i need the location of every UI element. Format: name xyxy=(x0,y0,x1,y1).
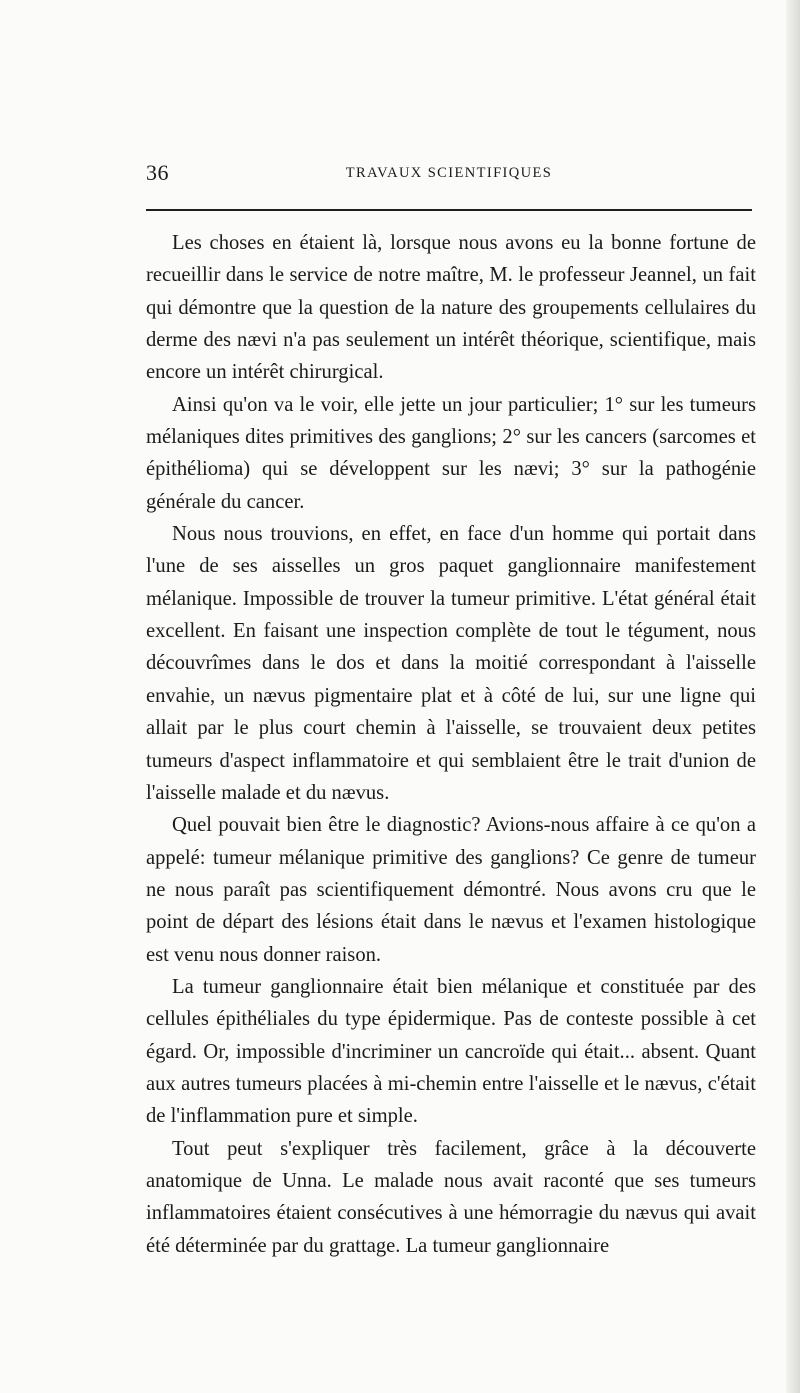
body-text xyxy=(146,227,756,1262)
page-header xyxy=(146,160,752,188)
paragraph-3: Nous nous trouvions, en effet, en face d'un homme qui portait dans l'une de ses aisselles un gros paquet ganglionnaire manifestement mélanique. Impossible de trouver la tumeur primitive. L'état général était excellent. En faisant une inspection complète de tout le tégument, nous découvrîmes dans le dos et dans la moitié correspondant à l'aisselle envahie, un nævus pigmentaire plat et à côté de lui, sur une ligne qui allait par le plus court chemin à l'aisselle, se trouvaient deux petites tumeurs d'aspect inflammatoire et qui semblaient être le trait d'union de l'aisselle malade et du nævus. xyxy=(146,523,756,804)
paragraph-1: Les choses en étaient là, lorsque nous avons eu la bonne fortune de recueillir dans le service de notre maître, M. le professeur Jeannel, un fait qui démontre que la question de la nature des groupements cellulaires du derme des nævi n'a pas seulement un intérêt théorique, scientifique, mais encore un intérêt chirurgical. xyxy=(146,232,756,384)
page-number: 36 xyxy=(146,160,169,185)
running-title: TRAVAUX SCIENTIFIQUES xyxy=(345,165,553,181)
paragraph-2: Ainsi qu'on va le voir, elle jette un jour particulier; 1° sur les tumeurs mélaniques dites primitives des ganglions; 2° sur les cancers (sarcomes et épithélioma) qui se développent sur les nævi; 3° sur la pathogénie générale du cancer. xyxy=(146,393,756,513)
page-edge-shadow xyxy=(786,0,800,1393)
paragraph-5: La tumeur ganglionnaire était bien mélanique et constituée par des cellules épithéliales du type épidermique. Pas de conteste possible à cet égard. Or, impossible d'incriminer un cancroïde qui était... absent. Quant aux autres tumeurs placées à mi-chemin entre l'aisselle et le nævus, c'était de l'inflammation pure et simple. xyxy=(146,975,756,1128)
paragraph-4: Quel pouvait bien être le diagnostic? Avions-nous affaire à ce qu'on a appelé: tumeur mélanique primitive des ganglions? Ce genre de tumeur ne nous paraît pas scientifiquement démontré. Nous avons cru que le point de départ des lésions était dans le nævus et l'examen histologique est venu nous donner raison. xyxy=(146,814,756,966)
paragraph-6: Tout peut s'expliquer très facilement, grâce à la découverte anatomique de Unna. Le malade nous avait raconté que ses tumeurs inflammatoires étaient consécutives à une hémorragie du nævus qui avait été déterminée par du grattage. La tumeur ganglionnaire xyxy=(146,1137,756,1257)
header-rule xyxy=(146,209,752,211)
